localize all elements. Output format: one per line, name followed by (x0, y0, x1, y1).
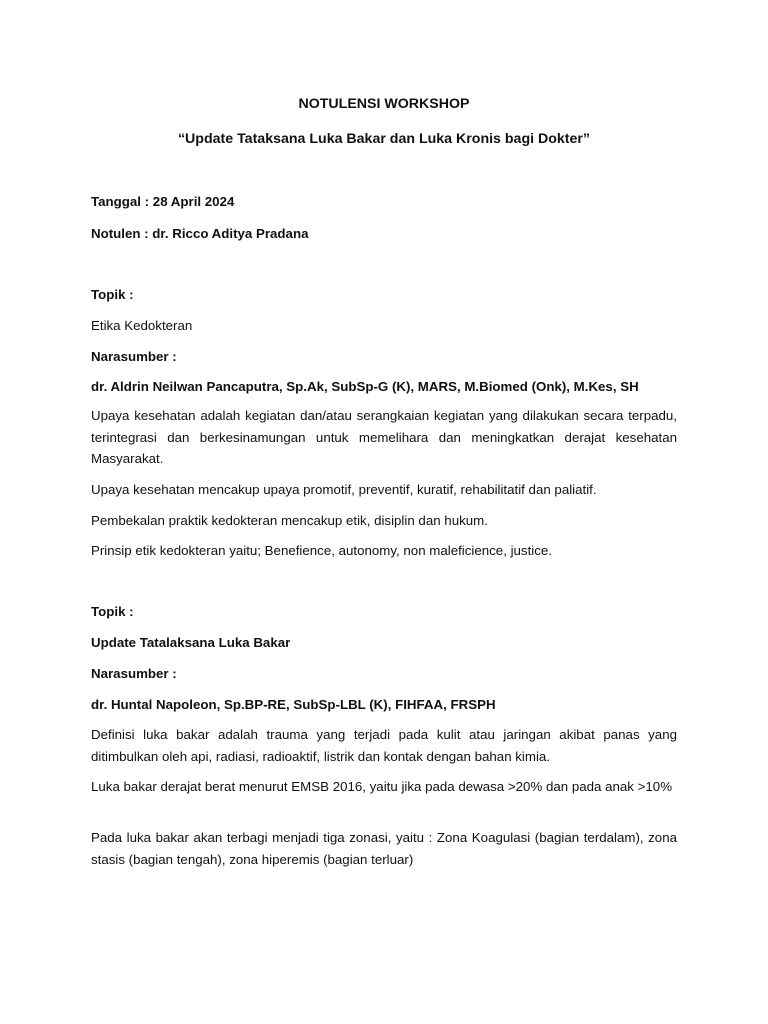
paragraph: Pada luka bakar akan terbagi menjadi tiga zonasi, yaitu : Zona Koagulasi (bagian terdalam), zona stasis (bagian tengah), zona hiperemis (bagian terluar) (91, 830, 677, 867)
topic-label: Topik : (91, 287, 134, 302)
speaker-label: Narasumber : (91, 666, 177, 681)
paragraph: Upaya kesehatan mencakup upaya promotif, preventif, kuratif, rehabilitatif dan paliatif. (91, 482, 597, 497)
speaker-name: dr. Aldrin Neilwan Pancaputra, Sp.Ak, SubSp-G (K), MARS, M.Biomed (Onk), M.Kes, SH (91, 379, 639, 394)
document-title: NOTULENSI WORKSHOP (298, 96, 470, 112)
date-line: Tanggal : 28 April 2024 (91, 194, 235, 209)
paragraph: Definisi luka bakar adalah trauma yang terjadi pada kulit atau jaringan akibat panas yang ditimbulkan oleh api, radiasi, radioaktif, listrik dan kontak dengan bahan kimia. (91, 727, 677, 764)
topic-name: Etika Kedokteran (91, 318, 193, 333)
speaker-label: Narasumber : (91, 349, 177, 364)
paragraph: Pembekalan praktik kedokteran mencakup etik, disiplin dan hukum. (91, 513, 488, 528)
notulen-line: Notulen : dr. Ricco Aditya Pradana (91, 226, 309, 241)
topic-name: Update Tatalaksana Luka Bakar (91, 635, 291, 650)
topic-label: Topik : (91, 604, 134, 619)
document-subtitle: “Update Tataksana Luka Bakar dan Luka Kronis bagi Dokter” (177, 131, 591, 147)
paragraph: Upaya kesehatan adalah kegiatan dan/atau serangkaian kegiatan yang dilakukan secara terpadu, terintegrasi dan berkesinamungan untuk memelihara dan meningkatkan derajat kesehatan Masyarakat. (91, 408, 677, 466)
speaker-name: dr. Huntal Napoleon, Sp.BP-RE, SubSp-LBL (K), FIHFAA, FRSPH (91, 697, 496, 712)
paragraph: Luka bakar derajat berat menurut EMSB 2016, yaitu jika pada dewasa >20% dan pada anak >10% (91, 779, 673, 794)
paragraph: Prinsip etik kedokteran yaitu; Benefience, autonomy, non maleficience, justice. (91, 543, 552, 558)
